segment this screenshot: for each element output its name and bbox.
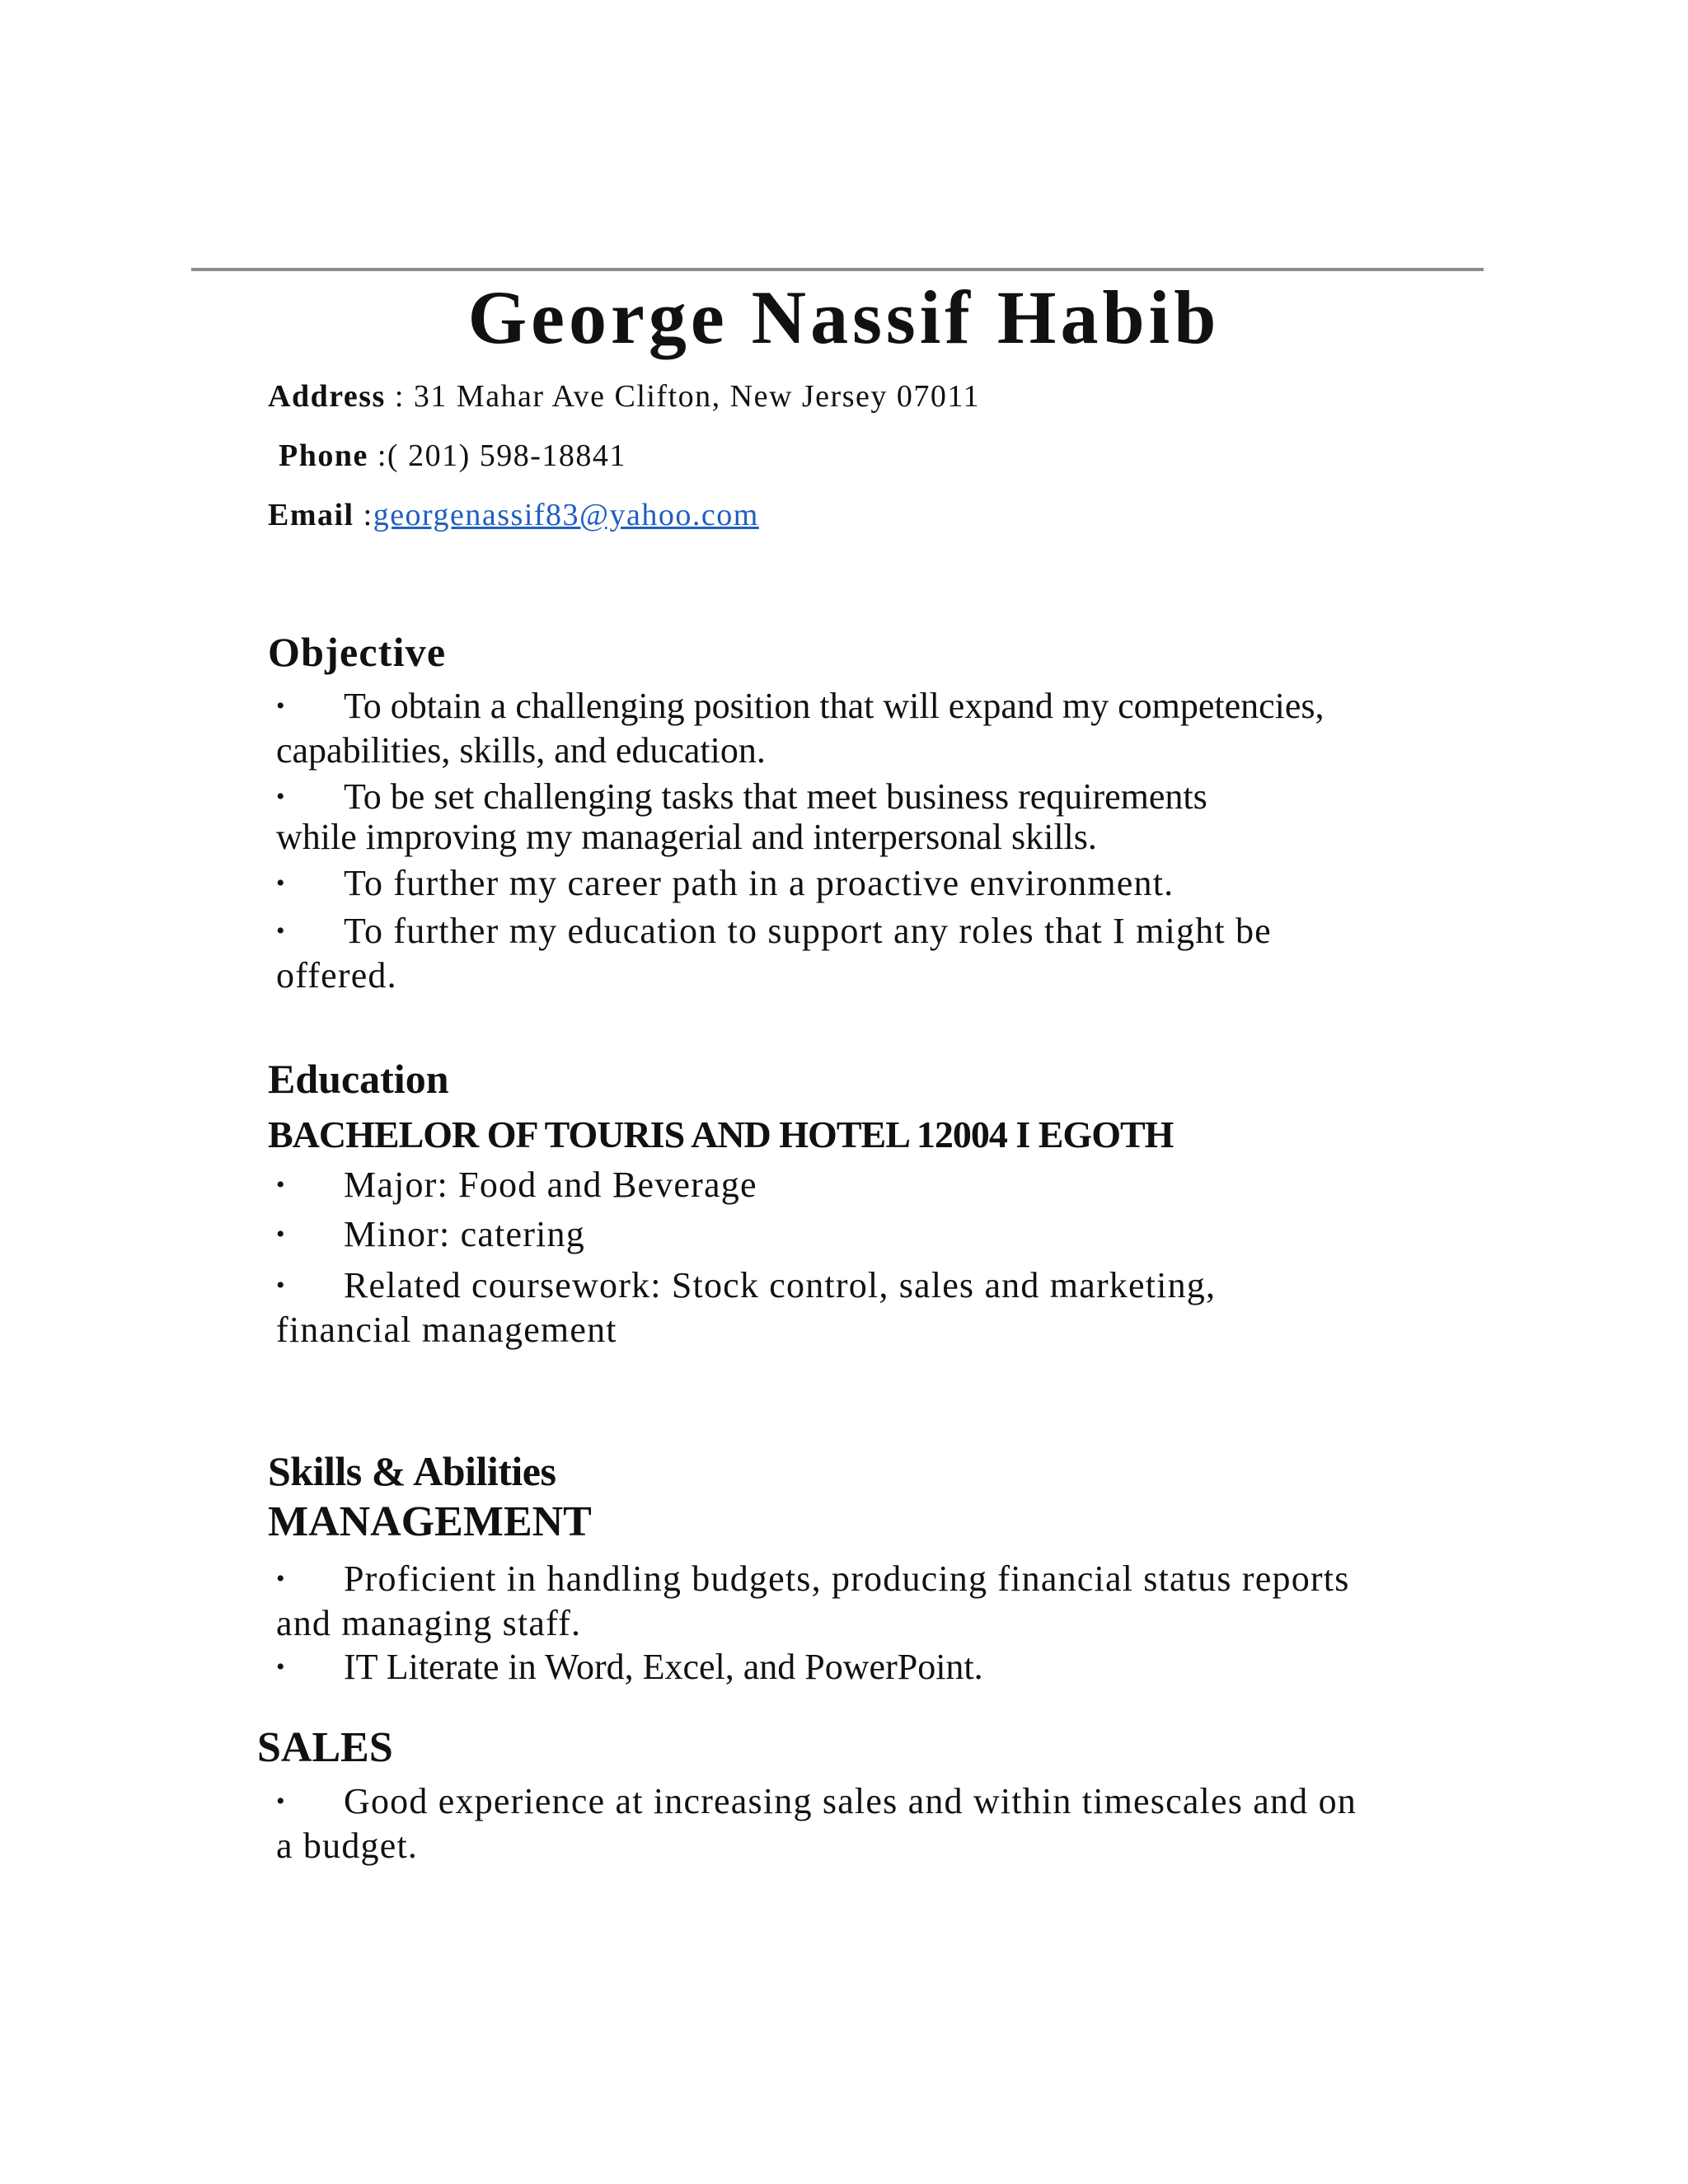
objective-item-text-cont: capabilities, skills, and education. <box>276 729 766 771</box>
address-value: 31 Mahar Ave Clifton, New Jersey 07011 <box>413 379 980 414</box>
education-item <box>276 1214 1447 1258</box>
education-item <box>276 1265 1447 1351</box>
bullet-icon: • <box>276 691 285 719</box>
objective-heading: Objective <box>268 629 447 675</box>
objective-item-text: To be set challenging tasks that meet business requirements <box>344 776 1207 817</box>
sales-item <box>276 1781 1447 1867</box>
email-line <box>268 496 759 534</box>
bullet-icon: • <box>276 869 286 897</box>
address-line <box>268 377 980 415</box>
email-link[interactable]: georgenassif83@yahoo.com <box>373 498 759 532</box>
phone-separator: : <box>368 438 387 473</box>
education-item <box>276 1165 1447 1209</box>
education-item-text: Related coursework: Stock control, sales and marketing, <box>344 1265 1217 1305</box>
skills-heading: Skills & Abilities <box>268 1448 556 1494</box>
bullet-icon: • <box>276 1170 286 1198</box>
objective-item <box>276 863 1447 907</box>
bullet-icon: • <box>276 1652 285 1680</box>
bullet-icon: • <box>276 1271 286 1299</box>
management-item <box>276 1558 1447 1644</box>
phone-line <box>279 437 626 475</box>
education-item-text: Minor: catering <box>344 1214 585 1254</box>
objective-item <box>276 776 1447 858</box>
degree-title: BACHELOR OF TOURIS AND HOTEL 12004 I EGOTH <box>268 1113 1174 1155</box>
email-separator: : <box>354 498 373 532</box>
phone-label: Phone <box>279 438 368 473</box>
bullet-icon: • <box>276 1787 286 1815</box>
phone-value: ( 201) 598-18841 <box>387 438 626 473</box>
objective-item-text: To further my career path in a proactive environment. <box>344 863 1175 903</box>
objective-item <box>276 686 1447 771</box>
education-heading: Education <box>268 1056 449 1102</box>
sales-heading: SALES <box>257 1724 393 1771</box>
objective-item-text: To obtain a challenging position that will expand my competencies, <box>344 686 1325 726</box>
objective-item-text-cont: offered. <box>276 954 397 996</box>
header-rule <box>191 268 1484 271</box>
candidate-name: George Nassif Habib <box>467 275 1221 359</box>
education-item-text-cont: financial management <box>276 1309 617 1350</box>
bullet-icon: • <box>276 1564 286 1592</box>
sales-item-text-cont: a budget. <box>276 1825 419 1866</box>
address-label: Address <box>268 379 386 414</box>
management-heading: MANAGEMENT <box>268 1498 592 1545</box>
bullet-icon: • <box>276 782 285 810</box>
management-item-text-cont: and managing staff. <box>276 1602 582 1643</box>
objective-item <box>276 911 1447 996</box>
sales-item-text: Good experience at increasing sales and within timescales and on <box>344 1781 1357 1821</box>
bullet-icon: • <box>276 916 286 944</box>
email-label: Email <box>268 498 354 532</box>
management-item-text: IT Literate in Word, Excel, and PowerPoint. <box>344 1647 983 1687</box>
management-item <box>276 1647 1447 1691</box>
address-separator: : <box>385 379 414 414</box>
management-item-text: Proficient in handling budgets, producing financial status reports <box>344 1558 1350 1599</box>
education-item-text: Major: Food and Beverage <box>344 1165 757 1205</box>
bullet-icon: • <box>276 1220 286 1248</box>
objective-item-text: To further my education to support any roles that I might be <box>344 911 1272 951</box>
objective-item-text-cont: while improving my managerial and interpersonal skills. <box>276 816 1097 857</box>
